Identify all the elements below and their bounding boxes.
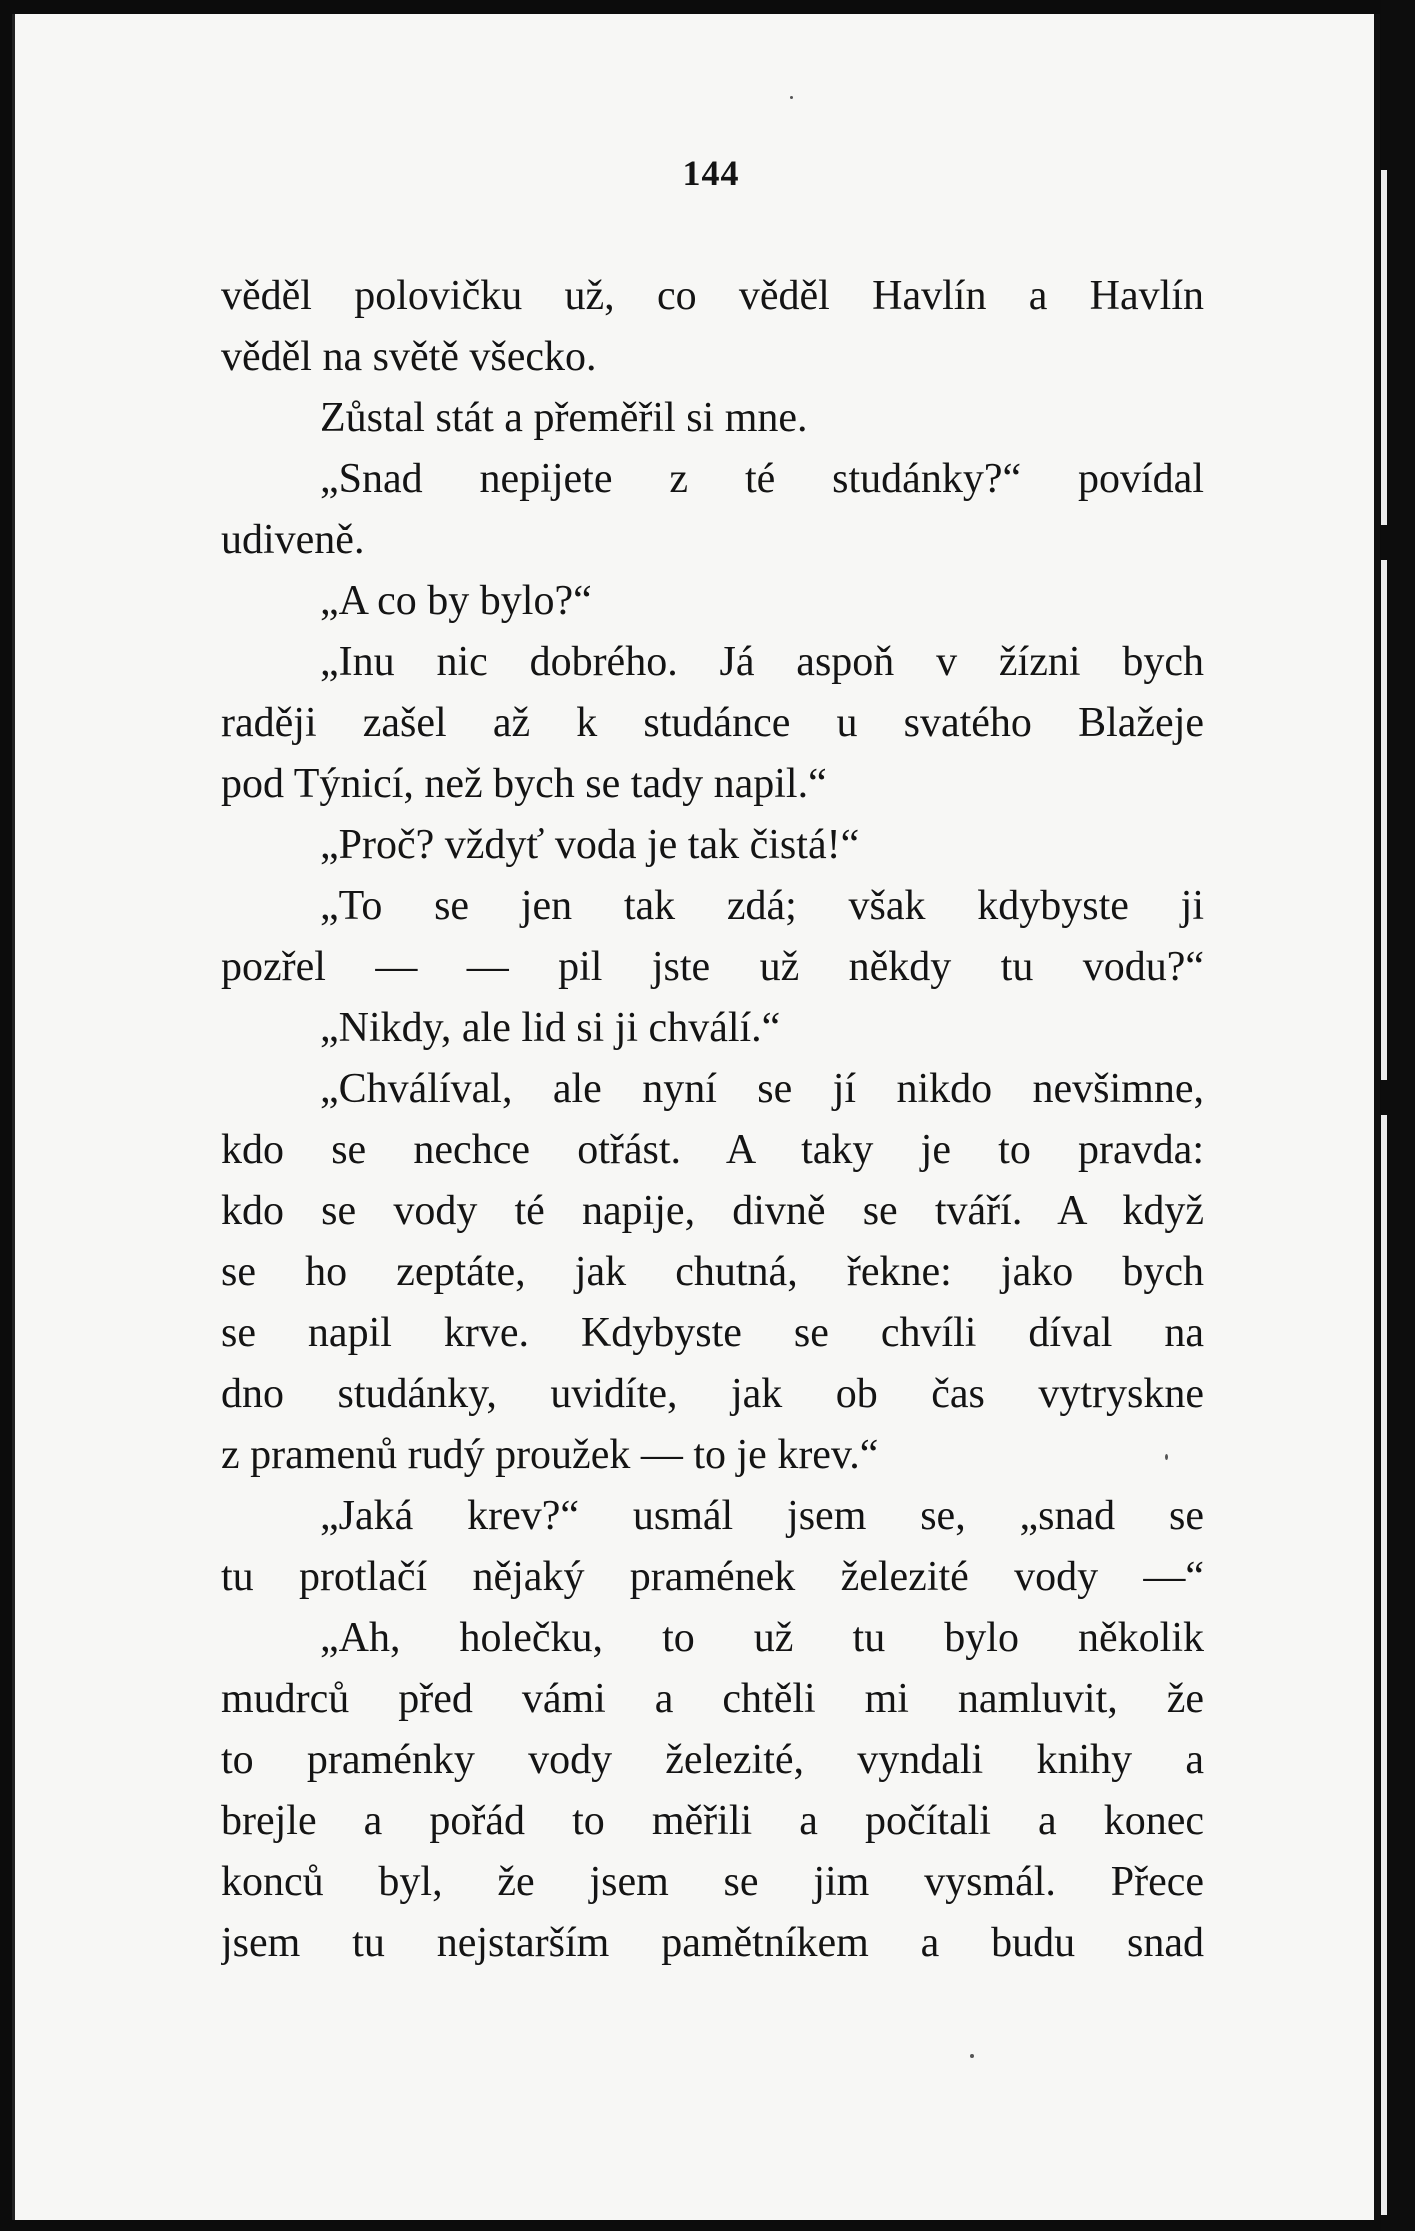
text-line: udiveně. — [221, 517, 365, 563]
text-line: z pramenů rudý proužek — to je krev.“ — [221, 1432, 879, 1478]
text-line: „A co by bylo?“ — [320, 578, 592, 624]
print-speck — [1165, 1454, 1168, 1460]
scan-edge — [1381, 0, 1415, 2231]
text-line: pod Týnicí, než bych se tady napil.“ — [221, 761, 827, 807]
text-line: „To se jen tak zdá; však kdybyste ji — [320, 883, 1204, 929]
body-text — [221, 266, 1204, 1974]
text-line: konců byl, že jsem se jim vysmál. Přece — [221, 1859, 1204, 1905]
text-line: „Proč? vždyť voda je tak čistá!“ — [320, 822, 860, 868]
text-line: mudrců před vámi a chtěli mi namluvit, že — [221, 1676, 1204, 1722]
text-line: se ho zeptáte, jak chutná, řekne: jako bych — [221, 1249, 1204, 1295]
print-speck — [970, 2054, 974, 2058]
text-line: to praménky vody železité, vyndali knihy a — [221, 1737, 1204, 1783]
text-line: „Snad nepijete z té studánky?“ povídal — [320, 456, 1204, 502]
text-line: se napil krve. Kdybyste se chvíli díval na — [221, 1310, 1204, 1356]
print-speck — [790, 96, 793, 99]
text-line: „Jaká krev?“ usmál jsem se, „snad se — [320, 1493, 1204, 1539]
text-line: kdo se nechce otřást. A taky je to pravda: — [221, 1127, 1204, 1173]
text-line: dno studánky, uvidíte, jak ob čas vytryskne — [221, 1371, 1204, 1417]
text-line: raději zašel až k studánce u svatého Blažeje — [221, 700, 1204, 746]
text-line: jsem tu nejstarším pamětníkem a budu snad — [221, 1920, 1204, 1966]
page-number: 144 — [682, 153, 740, 193]
text-line: „Ah, holečku, to už tu bylo několik — [320, 1615, 1204, 1661]
text-line: „Chválíval, ale nyní se jí nikdo nevšimne, — [320, 1066, 1204, 1112]
text-line: věděl polovičku už, co věděl Havlín a Havlín — [221, 273, 1204, 319]
text-line: „Nikdy, ale lid si ji chválí.“ — [320, 1005, 781, 1051]
text-line: „Inu nic dobrého. Já aspoň v žízni bych — [320, 639, 1204, 685]
text-line: tu protlačí nějaký pramének železité vody —“ — [221, 1554, 1204, 1600]
book-page — [12, 14, 1380, 2220]
text-line: brejle a pořád to měřili a počítali a konec — [221, 1798, 1204, 1844]
text-line: pozřel — — pil jste už někdy tu vodu?“ — [221, 944, 1204, 990]
text-line: věděl na světě všecko. — [221, 334, 597, 380]
text-line: kdo se vody té napije, divně se tváří. A když — [221, 1188, 1204, 1234]
text-line: Zůstal stát a přeměřil si mne. — [320, 395, 808, 441]
